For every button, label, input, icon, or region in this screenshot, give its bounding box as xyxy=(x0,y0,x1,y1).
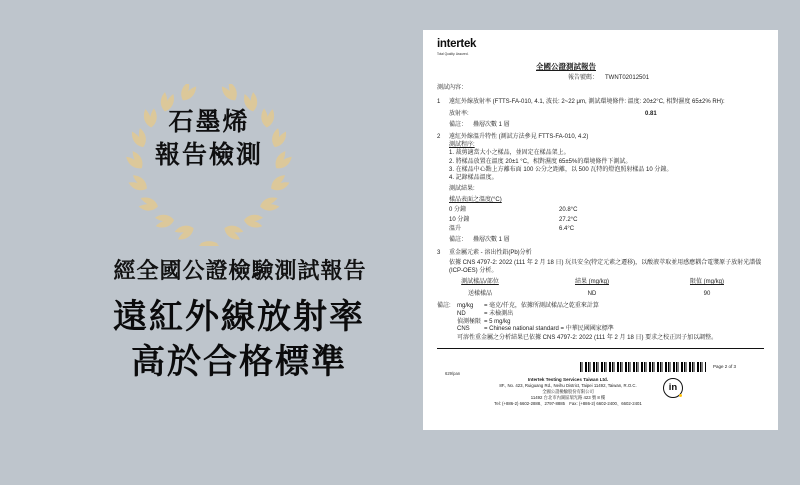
section-1-number: 1 xyxy=(437,99,441,105)
intertek-mark: in xyxy=(668,381,678,393)
procedure-steps xyxy=(449,150,764,183)
intertek-tagline: Total Quality. Assured. xyxy=(437,51,469,56)
remark-row: ND = 未檢測出 xyxy=(457,310,514,317)
footer-divider xyxy=(437,348,764,349)
remark-row: CNS = Chinese national standard = 中華民國國家標準 xyxy=(457,326,614,333)
footer-tel-fax: Tel: (+886-2) 6602-2888、2797-8885 Fax: (+886-2) 6602-2400、6602-2401 xyxy=(494,400,642,406)
temp-row-10min: 10 分鐘 27.2°C xyxy=(449,216,578,223)
footer-company-en: Intertek Testing Services Taiwan Ltd. xyxy=(527,377,609,382)
procedure-step: 3. 在樣品中心點上方離布面 100 公分之距離，以 500 瓦特的燈泡照射樣品 10 分鐘。 xyxy=(449,167,673,174)
section-3-method: 依據 CNS 4797-2: 2022 (111 年 2 月 18 日) 玩具安全(特定元素之遷移)，以酸液萃取並用感應耦合電漿原子放射光譜儀(ICP-OES) 分析。 xyxy=(449,259,762,274)
intertek-circle-logo xyxy=(663,378,683,398)
temperature-table-title: 樣品表面之溫度(°C) xyxy=(449,196,502,203)
procedure-step: 2. 將樣品放置在溫度 20±1 °C，相對濕度 65±5%的環境條件下測試。 xyxy=(449,158,632,165)
section-2-number: 2 xyxy=(437,134,441,141)
report-number-row xyxy=(568,75,764,83)
report-title: 全國公證測試報告 xyxy=(536,61,596,71)
section-3 xyxy=(437,250,764,343)
promo-headline xyxy=(58,295,420,385)
footer-address-block xyxy=(437,377,699,406)
temp-row-0min: 0 分鐘 20.8°C xyxy=(449,206,578,213)
emissivity-result-row xyxy=(449,111,764,119)
section-2-note: 備註： 疊層次數 1 層 xyxy=(449,237,510,244)
procedure-step: 1. 裁剪適當大小之樣品，並固定在樣品架上。 xyxy=(449,150,570,157)
lead-table-row: 送樣樣品 ND 90 xyxy=(467,291,711,298)
laurel-wreath xyxy=(121,84,297,246)
test-content-label: 測試內容： xyxy=(437,85,468,92)
section-3-remarks: 備註: mg/kg = 毫克/仟克，依據所測試樣品之乾重來計算 ND = 未檢測出 偵測極限 = 5 mg/kg CNS = Chinese national standard = 中華民國國家標準 可溶性重金屬之分析結果已依據 CNS 4797-2: 2022 (111 年 2 月 18 日) 要求之校正因子加以調整。 xyxy=(437,303,764,343)
procedure-step: 4. 記錄樣品溫度。 xyxy=(449,175,498,182)
adjustment-note: 可溶性重金屬之分析結果已依據 CNS 4797-2: 2022 (111 年 2 月 18 日) 要求之校正因子加以調整。 xyxy=(457,335,718,342)
intertek-logo: intertek xyxy=(437,38,477,50)
footer-address-zh: 11492 台北市內湖區瑞光路 423 號 8 樓 xyxy=(530,394,606,400)
remark-row: 偵測極限 = 5 mg/kg xyxy=(457,318,511,325)
report-number-value: TWNT02012501 xyxy=(605,75,650,82)
result-label: 測試結果: xyxy=(449,186,475,193)
section-1 xyxy=(437,99,764,129)
headline-line2: 高於合格標準 xyxy=(131,343,347,381)
footer-company-zh: 全國公證檢驗股份有限公司 xyxy=(542,388,594,394)
remark-row: mg/kg = 毫克/仟克，依據所測試樣品之乾重來計算 xyxy=(457,302,599,309)
page-indicator: Page 2 of 3 xyxy=(713,364,737,369)
intertek-yellow-dot xyxy=(679,394,682,397)
footer-address-en: 8F., No. 423, Ruiguang Rd., Neihu District, Taipei 11492, Taiwan, R.O.C. xyxy=(499,383,637,389)
temp-row-rise: 溫升 6.4°C xyxy=(449,226,575,233)
wreath-title xyxy=(121,106,297,172)
footer-reference: 629/pan xyxy=(445,371,461,376)
barcode xyxy=(580,362,706,372)
emissivity-label: 放射率: xyxy=(449,110,469,117)
section-3-number: 3 xyxy=(437,249,441,256)
section-3-heading: 重金屬元素 - 溶出性鉛(Pb)分析 xyxy=(449,249,532,256)
section-1-note: 備註： 疊層次數 1 層 xyxy=(449,121,510,128)
promo-subtitle: 經全國公證檢驗測試報告 xyxy=(113,258,367,283)
wreath-title-line1: 石墨烯 xyxy=(168,108,250,136)
headline-line1: 遠紅外線放射率 xyxy=(113,298,365,336)
wreath-title-line2: 報告檢測 xyxy=(154,141,263,169)
emissivity-value: 0.81 xyxy=(645,110,657,117)
report-document xyxy=(423,30,778,430)
section-1-heading: 遠紅外線放射率 (FTTS-FA-010, 4.1, 波長: 2~22 μm, 測試環境條件: 溫度: 20±2°C, 相對濕度 65±2% RH): xyxy=(449,99,725,105)
report-number-label: 報告號碼： xyxy=(568,75,599,82)
lead-table-header: 測試樣品/部位 結果 (mg/kg) 限值 (mg/kg) xyxy=(461,279,724,286)
procedure-label: 測試程序: xyxy=(449,142,475,149)
section-2-heading: 遠紅外線溫升特性 (測試方法參見 FTTS-FA-010, 4.2) xyxy=(449,134,589,141)
section-2 xyxy=(437,134,764,245)
